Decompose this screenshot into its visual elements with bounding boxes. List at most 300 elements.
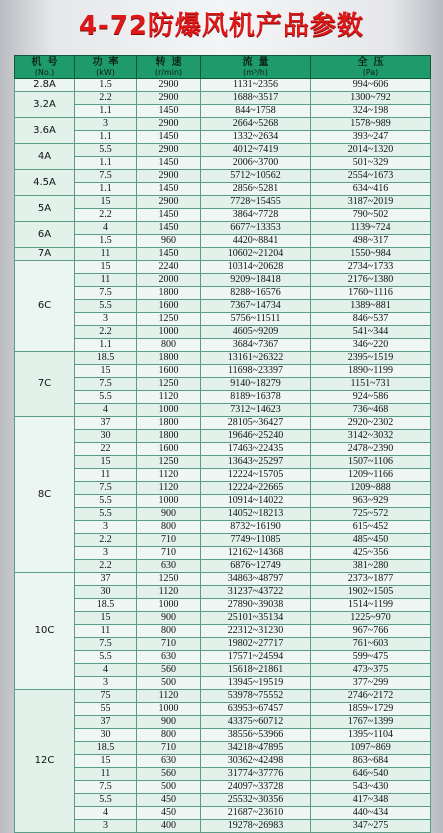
power-cell: 30 [75,430,137,443]
power-cell: 4 [75,807,137,820]
pressure-cell: 646~540 [311,768,431,781]
speed-cell: 1000 [137,495,201,508]
pressure-cell: 473~375 [311,664,431,677]
pressure-cell: 2395~1519 [311,352,431,365]
pressure-cell: 346~220 [311,339,431,352]
flow-cell: 27890~39038 [201,599,311,612]
speed-cell: 800 [137,625,201,638]
table-row [15,469,431,482]
table-row [15,339,431,352]
col-header-flow [201,56,311,79]
speed-cell: 1600 [137,443,201,456]
speed-cell: 1450 [137,209,201,222]
flow-cell: 13161~26322 [201,352,311,365]
table-row [15,222,431,235]
pressure-cell: 1139~724 [311,222,431,235]
power-cell: 2.2 [75,209,137,222]
col-header-flow-label: 流量 [242,57,275,68]
power-cell: 37 [75,716,137,729]
pressure-cell: 2554~1673 [311,170,431,183]
table-row [15,586,431,599]
flow-cell: 31774~37776 [201,768,311,781]
power-cell: 15 [75,456,137,469]
pressure-cell: 924~586 [311,391,431,404]
pressure-cell: 599~475 [311,651,431,664]
table-row [15,690,431,703]
speed-cell: 1000 [137,703,201,716]
model-cell: 3.2A [15,92,75,118]
speed-cell: 900 [137,612,201,625]
model-cell: 6C [15,261,75,352]
power-cell: 1.1 [75,131,137,144]
power-cell: 5.5 [75,495,137,508]
power-cell: 1.1 [75,183,137,196]
power-cell: 3 [75,521,137,534]
power-cell: 7.5 [75,287,137,300]
table-row [15,703,431,716]
table-row [15,183,431,196]
pressure-cell: 1151~731 [311,378,431,391]
pressure-cell: 2373~1877 [311,573,431,586]
speed-cell: 710 [137,547,201,560]
table-row [15,729,431,742]
flow-cell: 12224~15705 [201,469,311,482]
pressure-cell: 790~502 [311,209,431,222]
flow-cell: 31237~43722 [201,586,311,599]
power-cell: 11 [75,768,137,781]
table-row [15,560,431,573]
table-row [15,248,431,261]
pressure-cell: 485~450 [311,534,431,547]
col-header-pressure [311,56,431,79]
power-cell: 22 [75,443,137,456]
model-cell: 8C [15,417,75,573]
flow-cell: 25532~30356 [201,794,311,807]
flow-cell: 1131~2356 [201,79,311,92]
pressure-cell: 1507~1106 [311,456,431,469]
pressure-cell: 967~766 [311,625,431,638]
table-row [15,196,431,209]
power-cell: 5.5 [75,300,137,313]
pressure-cell: 1890~1199 [311,365,431,378]
flow-cell: 13945~19519 [201,677,311,690]
model-cell: 3.6A [15,118,75,144]
pressure-cell: 736~468 [311,404,431,417]
speed-cell: 1600 [137,300,201,313]
speed-cell: 2000 [137,274,201,287]
pressure-cell: 543~430 [311,781,431,794]
flow-cell: 15618~21861 [201,664,311,677]
flow-cell: 2006~3700 [201,157,311,170]
power-cell: 15 [75,612,137,625]
speed-cell: 1250 [137,456,201,469]
col-header-pressure-unit: (Pa) [362,68,379,77]
table-row [15,742,431,755]
pressure-cell: 2014~1320 [311,144,431,157]
speed-cell: 1800 [137,352,201,365]
flow-cell: 63953~67457 [201,703,311,716]
power-cell: 1.1 [75,339,137,352]
pressure-cell: 615~452 [311,521,431,534]
col-header-pressure-label: 全压 [357,57,390,68]
power-cell: 1.5 [75,79,137,92]
table-row [15,794,431,807]
power-cell: 11 [75,625,137,638]
speed-cell: 1000 [137,326,201,339]
table-row [15,625,431,638]
pressure-cell: 863~684 [311,755,431,768]
pressure-cell: 347~275 [311,820,431,833]
speed-cell: 2900 [137,118,201,131]
table-row [15,417,431,430]
flow-cell: 21687~23610 [201,807,311,820]
speed-cell: 800 [137,521,201,534]
speed-cell: 1250 [137,573,201,586]
flow-cell: 9209~18418 [201,274,311,287]
power-cell: 11 [75,274,137,287]
table-row [15,287,431,300]
power-cell: 4 [75,404,137,417]
speed-cell: 710 [137,638,201,651]
flow-cell: 11698~23397 [201,365,311,378]
pressure-cell: 381~280 [311,560,431,573]
flow-cell: 5712~10562 [201,170,311,183]
power-cell: 1.1 [75,105,137,118]
pressure-cell: 1767~1399 [311,716,431,729]
speed-cell: 1450 [137,105,201,118]
speed-cell: 710 [137,742,201,755]
power-cell: 2.2 [75,326,137,339]
pressure-cell: 1209~1166 [311,469,431,482]
speed-cell: 710 [137,534,201,547]
speed-cell: 2900 [137,196,201,209]
table-row [15,612,431,625]
flow-cell: 22312~31230 [201,625,311,638]
table-row [15,456,431,469]
model-cell: 10C [15,573,75,690]
flow-cell: 2856~5281 [201,183,311,196]
speed-cell: 500 [137,781,201,794]
table-row [15,807,431,820]
speed-cell: 1120 [137,391,201,404]
speed-cell: 500 [137,677,201,690]
speed-cell: 2900 [137,170,201,183]
power-cell: 55 [75,703,137,716]
flow-cell: 17571~24594 [201,651,311,664]
table-row [15,105,431,118]
pressure-cell: 1097~869 [311,742,431,755]
flow-cell: 5756~11511 [201,313,311,326]
speed-cell: 800 [137,339,201,352]
pressure-cell: 1578~989 [311,118,431,131]
power-cell: 4 [75,664,137,677]
speed-cell: 960 [137,235,201,248]
table-row [15,261,431,274]
table-row [15,300,431,313]
table-row [15,521,431,534]
flow-cell: 24097~33728 [201,781,311,794]
col-header-power [75,56,137,79]
power-cell: 18.5 [75,599,137,612]
col-header-power-unit: (kW) [96,68,115,77]
table-row [15,235,431,248]
speed-cell: 1450 [137,248,201,261]
speed-cell: 1800 [137,287,201,300]
power-cell: 15 [75,261,137,274]
speed-cell: 1120 [137,482,201,495]
flow-cell: 7367~14734 [201,300,311,313]
model-cell: 12C [15,690,75,833]
spec-table-body [15,79,431,833]
speed-cell: 560 [137,768,201,781]
pressure-cell: 2478~2390 [311,443,431,456]
flow-cell: 1332~2634 [201,131,311,144]
power-cell: 3 [75,820,137,833]
power-cell: 18.5 [75,352,137,365]
pressure-cell: 377~299 [311,677,431,690]
flow-cell: 7312~14623 [201,404,311,417]
table-row [15,274,431,287]
flow-cell: 19802~27717 [201,638,311,651]
power-cell: 2.2 [75,92,137,105]
table-row [15,378,431,391]
col-header-flow-unit: (m³/h) [242,68,268,77]
flow-cell: 7728~15455 [201,196,311,209]
table-row [15,573,431,586]
table-row [15,352,431,365]
power-cell: 15 [75,365,137,378]
power-cell: 30 [75,586,137,599]
flow-cell: 9140~18279 [201,378,311,391]
table-row [15,209,431,222]
flow-cell: 19278~26983 [201,820,311,833]
pressure-cell: 3142~3032 [311,430,431,443]
table-row [15,326,431,339]
speed-cell: 1600 [137,365,201,378]
flow-cell: 4605~9209 [201,326,311,339]
table-row [15,755,431,768]
model-cell: 4.5A [15,170,75,196]
power-cell: 2.2 [75,534,137,547]
model-cell: 2.8A [15,79,75,92]
flow-cell: 8189~16378 [201,391,311,404]
pressure-cell: 2176~1380 [311,274,431,287]
power-cell: 1.1 [75,157,137,170]
pressure-cell: 501~329 [311,157,431,170]
pressure-cell: 324~198 [311,105,431,118]
table-row [15,430,431,443]
flow-cell: 844~1758 [201,105,311,118]
power-cell: 3 [75,677,137,690]
table-row [15,391,431,404]
speed-cell: 2900 [137,79,201,92]
table-row [15,781,431,794]
power-cell: 1.5 [75,235,137,248]
table-row [15,664,431,677]
pressure-cell: 417~348 [311,794,431,807]
col-header-model-label: 机号 [31,57,64,68]
power-cell: 7.5 [75,482,137,495]
flow-cell: 8288~16576 [201,287,311,300]
flow-cell: 53978~75552 [201,690,311,703]
speed-cell: 1450 [137,183,201,196]
table-row [15,716,431,729]
flow-cell: 28105~36427 [201,417,311,430]
pressure-cell: 1760~1116 [311,287,431,300]
table-row [15,144,431,157]
speed-cell: 1450 [137,157,201,170]
power-cell: 11 [75,469,137,482]
col-header-speed [137,56,201,79]
col-header-power-label: 功率 [92,57,125,68]
flow-cell: 12224~22665 [201,482,311,495]
pressure-cell: 634~416 [311,183,431,196]
model-cell: 7A [15,248,75,261]
table-row [15,170,431,183]
pressure-cell: 393~247 [311,131,431,144]
pressure-cell: 761~603 [311,638,431,651]
power-cell: 2.2 [75,560,137,573]
table-row [15,495,431,508]
col-header-speed-unit: (r/min) [154,68,183,77]
speed-cell: 1120 [137,586,201,599]
col-header-model-unit: (No.) [34,68,55,77]
power-cell: 7.5 [75,781,137,794]
table-row [15,677,431,690]
table-row [15,118,431,131]
power-cell: 15 [75,755,137,768]
speed-cell: 2900 [137,92,201,105]
speed-cell: 400 [137,820,201,833]
power-cell: 5.5 [75,794,137,807]
table-row [15,638,431,651]
table-row [15,651,431,664]
model-cell: 6A [15,222,75,248]
pressure-cell: 498~317 [311,235,431,248]
table-row [15,404,431,417]
speed-cell: 1120 [137,469,201,482]
speed-cell: 1800 [137,417,201,430]
pressure-cell: 1395~1104 [311,729,431,742]
table-row [15,79,431,92]
pressure-cell: 846~537 [311,313,431,326]
flow-cell: 25101~35134 [201,612,311,625]
flow-cell: 10314~20628 [201,261,311,274]
power-cell: 7.5 [75,638,137,651]
pressure-cell: 541~344 [311,326,431,339]
power-cell: 37 [75,417,137,430]
pressure-cell: 994~606 [311,79,431,92]
speed-cell: 450 [137,807,201,820]
pressure-cell: 725~572 [311,508,431,521]
table-row [15,92,431,105]
flow-cell: 7749~11085 [201,534,311,547]
pressure-cell: 1859~1729 [311,703,431,716]
flow-cell: 6677~13353 [201,222,311,235]
spec-table [14,55,431,833]
pressure-cell: 2734~1733 [311,261,431,274]
table-row [15,768,431,781]
page-title: 4-72防爆风机产品参数 [78,11,365,41]
power-cell: 75 [75,690,137,703]
power-cell: 30 [75,729,137,742]
table-row [15,443,431,456]
speed-cell: 1250 [137,313,201,326]
pressure-cell: 1300~792 [311,92,431,105]
speed-cell: 1800 [137,430,201,443]
flow-cell: 3864~7728 [201,209,311,222]
pressure-cell: 440~434 [311,807,431,820]
flow-cell: 10602~21204 [201,248,311,261]
flow-cell: 2664~5268 [201,118,311,131]
power-cell: 5.5 [75,144,137,157]
flow-cell: 1688~3517 [201,92,311,105]
pressure-cell: 1514~1199 [311,599,431,612]
header-row [15,56,431,79]
flow-cell: 3684~7367 [201,339,311,352]
table-row [15,157,431,170]
flow-cell: 34863~48797 [201,573,311,586]
pressure-cell: 2920~2302 [311,417,431,430]
pressure-cell: 1550~984 [311,248,431,261]
power-cell: 5.5 [75,508,137,521]
model-cell: 4A [15,144,75,170]
power-cell: 5.5 [75,651,137,664]
power-cell: 3 [75,547,137,560]
flow-cell: 8732~16190 [201,521,311,534]
power-cell: 15 [75,196,137,209]
speed-cell: 560 [137,664,201,677]
speed-cell: 1000 [137,404,201,417]
flow-cell: 6876~12749 [201,560,311,573]
pressure-cell: 425~356 [311,547,431,560]
speed-cell: 1120 [137,690,201,703]
speed-cell: 630 [137,755,201,768]
speed-cell: 630 [137,560,201,573]
speed-cell: 900 [137,508,201,521]
flow-cell: 43375~60712 [201,716,311,729]
spec-table-header [15,56,431,79]
flow-cell: 30362~42498 [201,755,311,768]
speed-cell: 630 [137,651,201,664]
table-row [15,547,431,560]
pressure-cell: 1389~881 [311,300,431,313]
speed-cell: 2900 [137,144,201,157]
speed-cell: 450 [137,794,201,807]
table-row [15,365,431,378]
speed-cell: 1250 [137,378,201,391]
flow-cell: 10914~14022 [201,495,311,508]
table-row [15,599,431,612]
power-cell: 7.5 [75,170,137,183]
power-cell: 11 [75,248,137,261]
table-row [15,508,431,521]
table-row [15,534,431,547]
pressure-cell: 1225~970 [311,612,431,625]
flow-cell: 17463~22435 [201,443,311,456]
speed-cell: 800 [137,729,201,742]
power-cell: 4 [75,222,137,235]
power-cell: 5.5 [75,391,137,404]
flow-cell: 14052~18213 [201,508,311,521]
flow-cell: 13643~25297 [201,456,311,469]
pressure-cell: 963~929 [311,495,431,508]
flow-cell: 34218~47895 [201,742,311,755]
flow-cell: 19646~25240 [201,430,311,443]
col-header-speed-label: 转速 [155,57,188,68]
model-cell: 7C [15,352,75,417]
flow-cell: 38556~53966 [201,729,311,742]
